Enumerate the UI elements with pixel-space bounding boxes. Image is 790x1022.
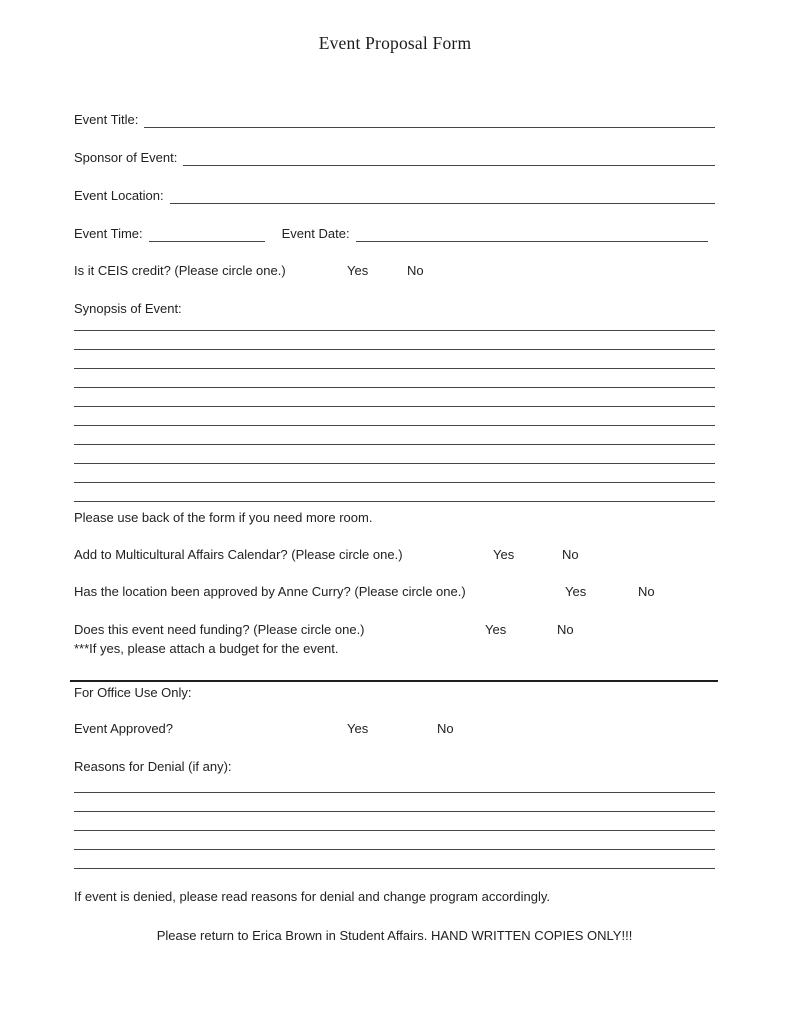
event-title-row	[74, 112, 715, 131]
approved-yes-option: Yes	[347, 721, 369, 736]
time-date-row	[74, 226, 715, 245]
blank-line	[74, 464, 715, 483]
denial-reasons-label: Reasons for Denial (if any):	[74, 759, 232, 774]
location-label: Event Location:	[74, 188, 164, 203]
calendar-question-label: Add to Multicultural Affairs Calendar? (Please circle one.)	[74, 547, 403, 562]
location-approved-no-option: No	[638, 584, 655, 599]
blank-line	[74, 426, 715, 445]
more-room-note: Please use back of the form if you need more room.	[74, 510, 373, 525]
office-section-heading: For Office Use Only:	[74, 685, 192, 700]
sponsor-row	[74, 150, 715, 169]
denied-instruction: If event is denied, please read reasons for denial and change program accordingly.	[74, 889, 550, 904]
blank-line	[74, 331, 715, 350]
blank-line	[74, 831, 715, 850]
funding-yes-option: Yes	[485, 622, 507, 637]
event-title-label: Event Title:	[74, 112, 139, 127]
blank-line	[74, 850, 715, 869]
calendar-question-row	[74, 547, 715, 566]
blank-line	[74, 369, 715, 388]
page-title: Event Proposal Form	[318, 33, 472, 53]
ceis-question-row	[74, 263, 715, 282]
event-title-blank-line	[144, 112, 715, 128]
funding-question-row	[74, 622, 715, 641]
funding-question-label: Does this event need funding? (Please circle one.)	[74, 622, 365, 637]
denial-blank-lines	[74, 774, 715, 869]
synopsis-label: Synopsis of Event:	[74, 301, 182, 316]
blank-line	[74, 312, 715, 331]
location-approved-question-label: Has the location been approved by Anne Curry? (Please circle one.)	[74, 584, 466, 599]
synopsis-blank-lines	[74, 312, 715, 502]
date-label: Event Date:	[281, 226, 350, 241]
blank-line	[74, 388, 715, 407]
sponsor-blank-line	[183, 150, 715, 166]
funding-no-option: No	[557, 622, 574, 637]
blank-line	[74, 793, 715, 812]
funding-note: ***If yes, please attach a budget for the event.	[74, 641, 339, 656]
blank-line	[74, 812, 715, 831]
time-blank-line	[149, 226, 265, 242]
approved-no-option: No	[437, 721, 454, 736]
sponsor-label: Sponsor of Event:	[74, 150, 178, 165]
event-approved-label: Event Approved?	[74, 721, 174, 736]
location-blank-line	[170, 188, 715, 204]
ceis-no-option: No	[407, 263, 424, 278]
blank-line	[74, 350, 715, 369]
calendar-no-option: No	[562, 547, 579, 562]
calendar-yes-option: Yes	[493, 547, 515, 562]
return-instruction: Please return to Erica Brown in Student Affairs. HAND WRITTEN COPIES ONLY!!!	[156, 928, 633, 943]
ceis-question-label: Is it CEIS credit? (Please circle one.)	[74, 263, 286, 278]
date-blank-line	[356, 226, 708, 242]
office-section-divider	[70, 680, 718, 682]
location-approved-question-row	[74, 584, 715, 603]
blank-line	[74, 407, 715, 426]
location-approved-yes-option: Yes	[565, 584, 587, 599]
event-approved-row	[74, 721, 715, 740]
blank-line	[74, 774, 715, 793]
time-label: Event Time:	[74, 226, 143, 241]
blank-line	[74, 445, 715, 464]
location-row	[74, 188, 715, 207]
blank-line	[74, 483, 715, 502]
ceis-yes-option: Yes	[347, 263, 369, 278]
